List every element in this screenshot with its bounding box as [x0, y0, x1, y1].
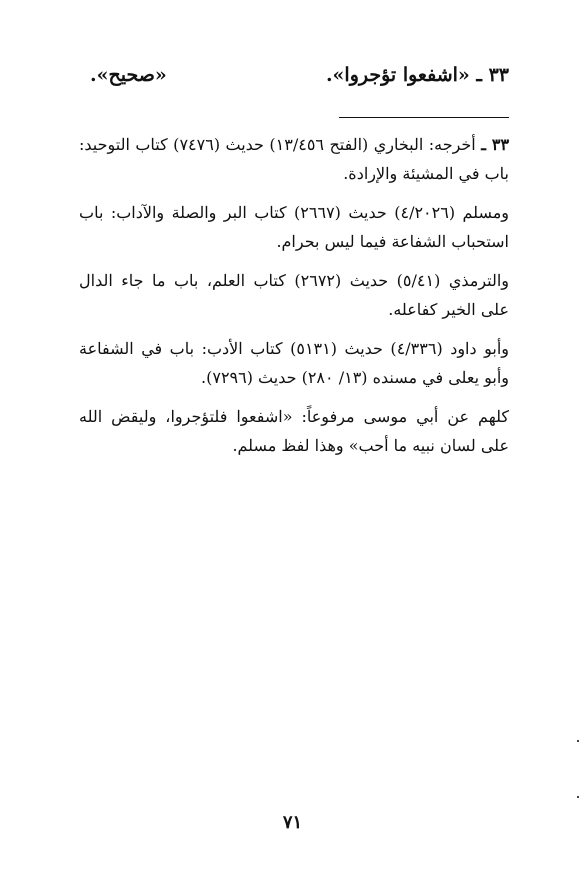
hadith-heading [90, 64, 509, 92]
footnote-paragraph [79, 198, 509, 256]
footnote-paragraph [79, 266, 509, 324]
footnote-paragraph [79, 130, 509, 188]
footnote-text: أخرجه: البخاري (الفتح ١٣/٤٥٦) حديث (٧٤٧٦) كتاب التوحيد: باب في المشيئة والإرادة. [79, 135, 509, 183]
footnote-text: وأبو داود (٤/٣٣٦) حديث (٥١٣١) كتاب الأدب: باب في الشفاعة وأبو يعلى في مسنده (١٣/ ٢٨٠) حديث (٧٢٩٦). [79, 339, 510, 387]
hadith-grade: «صحيح». [90, 64, 167, 86]
footnote-separator [339, 117, 509, 118]
margin-speck [577, 796, 579, 798]
margin-speck [577, 740, 579, 742]
footnote-text: ومسلم (٤/٢٠٢٦) حديث (٢٦٦٧) كتاب البر والصلة والآداب: باب استحباب الشفاعة فيما ليس بحرام. [79, 203, 510, 251]
footnotes [79, 130, 509, 470]
footnote-text: والترمذي (٥/٤١) حديث (٢٦٧٢) كتاب العلم، باب ما جاء الدال على الخير كفاعله. [79, 271, 510, 319]
hadith-title: ٣٣ ـ «اشفعوا تؤجروا». [325, 64, 509, 86]
footnote-paragraph [79, 334, 509, 392]
footnote-text: كلهم عن أبي موسى مرفوعاً: «اشفعوا فلتؤجروا، وليقض الله على لسان نبيه ما أحب» وهذا لفظ مسلم. [79, 407, 509, 455]
page-number: ٧١ [282, 812, 303, 833]
footnote-paragraph [79, 402, 509, 460]
footnote-number: ٣٣ ـ [481, 135, 510, 154]
